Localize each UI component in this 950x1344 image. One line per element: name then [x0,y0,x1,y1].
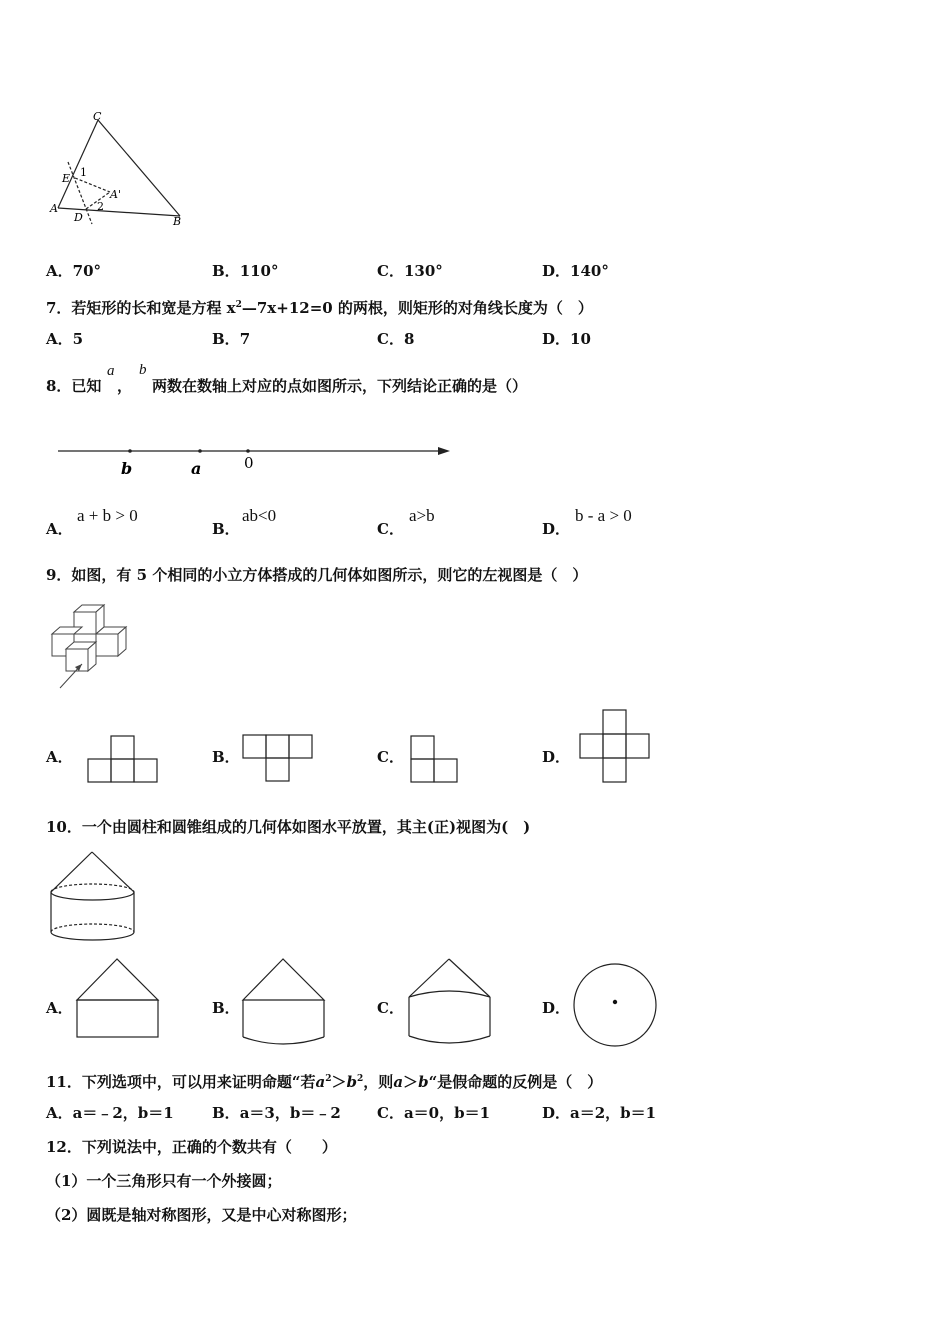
q10-option-a-view [76,957,162,1039]
label-2: 2 [97,200,104,213]
q6-option-c: C．130° [377,262,443,280]
q12-item-2: （2）圆既是轴对称图形，又是中心对称图形； [46,1206,357,1224]
q10-option-b-letter: B． [212,999,240,1017]
triangle-figure [40,108,200,238]
q8-option-c-text: a>b [409,506,435,525]
q10-option-d-letter: D． [542,999,571,1017]
label-c: C [93,110,102,123]
q11-option-a: A．a＝﹣2，b＝1 [46,1104,174,1122]
q10-option-c-view [408,957,494,1047]
q11-stem: 11．下列选项中，可以用来证明命题“若$a^2>b^2$，则a＞b“是假命题的反例是（ ） [46,1073,603,1091]
q6-option-a: A．70° [46,262,102,280]
q11-option-b: B．a＝3，b＝﹣2 [212,1104,341,1122]
q10-option-c-letter: C． [377,999,404,1017]
cube-solid-figure [44,602,144,692]
number-line [58,440,458,480]
label-d: D [74,211,83,224]
q7-option-d: D．10 [542,330,591,348]
q8-option-b-text: ab<0 [242,506,277,525]
label-1: 1 [80,166,87,179]
q9-option-c-view [410,735,460,783]
q11-option-c: C．a＝0，b＝1 [377,1104,491,1122]
q7-stem: 7．若矩形的长和宽是方程 $x^2—7x+12=0$ 的两根，则矩形的对角线长度为（ ） [46,299,593,317]
q8-option-a-text: a + b > 0 [77,506,138,525]
q9-option-a-view [87,735,159,783]
label-a-prime: A' [110,188,121,201]
q8-comma: ， [117,377,133,395]
q8-option-c-letter: C． [377,520,404,538]
q9-option-b-view [242,734,314,782]
q8-option-d-letter: D． [542,520,571,538]
label-e: E [62,172,71,185]
q10-stem: 10．一个由圆柱和圆锥组成的几何体如图水平放置，其主(正)视图为( ) [46,818,531,836]
q6-option-b: B．110° [212,262,279,280]
axis-label-zero: 0 [244,454,254,472]
q8-option-b-letter: B． [212,520,240,538]
q12-item-1: （1）一个三角形只有一个外接圆； [46,1172,282,1190]
q11-option-d: D．a＝2，b＝1 [542,1104,657,1122]
q8-var-a: a [107,363,115,379]
q8-option-a-letter: A． [46,520,73,538]
q7-option-c: C．8 [377,330,415,348]
q9-option-c-letter: C． [377,748,404,766]
q9-stem: 9．如图，有 5 个相同的小立方体搭成的几何体如图所示，则它的左视图是（ ） [46,566,588,584]
q7-option-b: B．7 [212,330,251,348]
q10-option-b-view [242,957,328,1047]
q8-var-b: b [139,362,147,378]
axis-label-b: b [121,459,133,478]
label-b: B [173,215,182,228]
q8-stem-start: 8．已知 [46,377,102,395]
q9-option-b-letter: B． [212,748,240,766]
q6-option-d: D．140° [542,262,609,280]
q12-stem: 12．下列说法中，正确的个数共有（ ） [46,1138,337,1156]
q10-option-d-view [572,962,658,1048]
q8-stem-end: 两数在数轴上对应的点如图所示，下列结论正确的是（） [152,377,528,395]
axis-label-a: a [191,459,202,478]
q9-option-d-view [579,709,651,783]
cone-cylinder-figure [46,850,141,945]
q8-option-d-text: b - a > 0 [575,506,632,525]
q7-option-a: A．5 [46,330,84,348]
q9-option-d-letter: D． [542,748,571,766]
q9-option-a-letter: A． [46,748,73,766]
q10-option-a-letter: A． [46,999,73,1017]
label-a: A [50,202,58,215]
